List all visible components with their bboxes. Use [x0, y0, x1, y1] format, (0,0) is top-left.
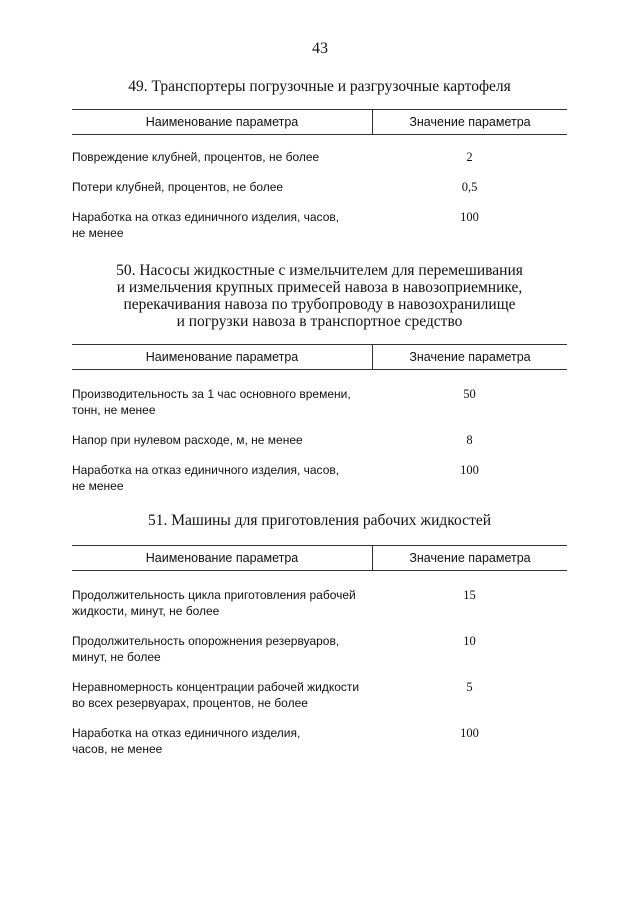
row-param [72, 462, 372, 494]
section-title-line: перекачивания навоза по трубопроводу в навозохранилище [123, 296, 516, 313]
header-param: Наименование параметра [72, 345, 373, 369]
row-param [72, 209, 372, 241]
header-value: Значение параметра [409, 115, 531, 129]
row-value: 100 [460, 210, 479, 224]
row-value: 2 [466, 150, 473, 164]
header-param: Наименование параметра [72, 546, 373, 570]
row-param-line: Неравномерность концентрации рабочей жидкости [72, 680, 360, 694]
row-value: 0,5 [461, 180, 478, 194]
row-value: 100 [460, 463, 479, 477]
row-param-line: Потери клубней, процентов, не более [72, 180, 284, 194]
section-title [72, 512, 567, 529]
section-title-line: 51. Машины для приготовления рабочих жидкостей [147, 512, 492, 529]
row-param-line: Наработка на отказ единичного изделия, часов, [72, 210, 340, 224]
table-row [72, 179, 567, 195]
row-param-line: во всех резервуарах, процентов, не более [72, 696, 308, 710]
table-row [72, 462, 567, 494]
table-row [72, 633, 567, 665]
table-row [72, 587, 567, 619]
row-param-line: Наработка на отказ единичного изделия, [72, 726, 301, 740]
table-row [72, 725, 567, 757]
row-param-line: часов, не менее [72, 742, 163, 756]
row-value: 50 [463, 387, 476, 401]
row-param [72, 679, 372, 711]
section-51 [72, 512, 567, 757]
row-param-line: Напор при нулевом расходе, м, не менее [72, 433, 303, 447]
row-param-line: минут, не более [72, 650, 161, 664]
row-param [72, 149, 372, 165]
row-value: 100 [460, 726, 479, 740]
row-param-line: Производительность за 1 час основного времени, [72, 387, 351, 401]
section-title [72, 262, 567, 330]
row-param-line: не менее [72, 226, 124, 240]
section-title-line: и погрузки навоза в транспортное средство [176, 313, 463, 330]
page-number: 43 [312, 40, 328, 57]
row-param [72, 179, 372, 195]
row-param-line: тонн, не менее [72, 403, 156, 417]
table-row [72, 209, 567, 241]
table-header [72, 344, 567, 370]
row-param [72, 633, 372, 665]
table-row [72, 432, 567, 448]
row-value: 15 [463, 588, 476, 602]
table-header [72, 109, 567, 135]
row-param-line: жидкости, минут, не более [72, 604, 220, 618]
section-title-line: и измельчения крупных примесей навоза в навозоприемнике, [116, 279, 523, 296]
table-header [72, 545, 567, 571]
table-row [72, 149, 567, 165]
section-title-line: 49. Транспортеры погрузочные и разгрузочные картофеля [128, 78, 511, 95]
row-param-line: Продолжительность опорожнения резервуаров, [72, 634, 340, 648]
row-param [72, 386, 372, 418]
header-param: Наименование параметра [72, 110, 373, 134]
table-row [72, 679, 567, 711]
section-50 [72, 262, 567, 494]
row-param [72, 587, 372, 619]
row-param [72, 725, 372, 757]
row-param-line: Наработка на отказ единичного изделия, часов, [72, 463, 340, 477]
row-value: 5 [466, 680, 473, 694]
row-param-line: Продолжительность цикла приготовления рабочей [72, 588, 356, 602]
row-param-line: Повреждение клубней, процентов, не более [72, 150, 320, 164]
header-value: Значение параметра [409, 350, 531, 364]
section-49 [72, 78, 567, 241]
row-param [72, 432, 372, 448]
section-title [72, 78, 567, 95]
section-title-line: 50. Насосы жидкостные с измельчителем для перемешивания [116, 262, 523, 279]
row-value: 8 [466, 433, 473, 447]
table-row [72, 386, 567, 418]
row-value: 10 [463, 634, 476, 648]
header-value: Значение параметра [409, 551, 531, 565]
row-param-line: не менее [72, 479, 124, 493]
